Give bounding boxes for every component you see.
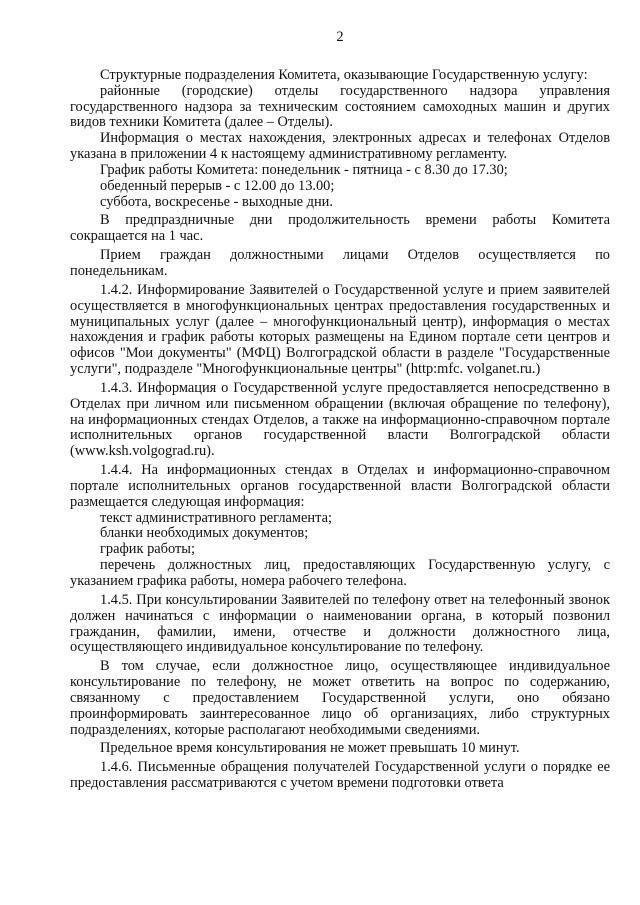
paragraph: График работы Комитета: понедельник - пятница - с 8.30 до 17.30; — [100, 161, 508, 178]
paragraph: Прием граждан должностными лицами Отделов осуществляется по понедельникам. — [70, 247, 610, 279]
paragraph: В предпраздничные дни продолжительность времени работы Комитета сокращается на 1 час. — [70, 212, 610, 245]
paragraph: В том случае, если должностное лицо, осуществляющее индивидуальное консультирование по телефону, не может ответить на вопрос по содержанию, связанному с предоставлением Государственной услуги, оно обязано проинформировать заинтересованное лицо об организациях, либо структурных подразделениях, которые располагают необходимыми сведениями. — [70, 658, 610, 738]
paragraph: график работы; — [100, 541, 195, 558]
paragraph: 1.4.6. Письменные обращения получателей Государственной услуги о порядке ее предоставления рассматриваются с учетом времени подготовки ответа — [70, 759, 610, 792]
paragraph: 1.4.4. На информационных стендах в Отделах и информационно-справочном портале исполнительных органов государственной власти Волгоградской области размещается следующая информация: — [70, 462, 610, 510]
paragraph: Предельное время консультирования не может превышать 10 минут. — [100, 740, 520, 757]
paragraph: 1.4.3. Информация о Государственной услуге предоставляется непосредственно в Отделах при личном или письменном обращении (включая обращение по телефону), на информационных стендах Отделов, а также на информационно-справочном портале исполнительных органов государственной власти Волгоградской области (www.ksh.volgograd.ru). — [70, 379, 610, 460]
paragraph: текст административного регламента; — [100, 509, 332, 526]
paragraph: районные (городские) отделы государственного надзора управления государственного надзора за техническим состоянием самоходных машин и других видов техники Комитета (далее – Отделы). — [70, 82, 610, 131]
paragraph: обеденный перерыв - с 12.00 до 13.00; — [100, 177, 335, 194]
document-page — [70, 30, 610, 792]
paragraph: перечень должностных лиц, предоставляющих Государственную услугу, с указанием графика работы, номера рабочего телефона. — [70, 557, 610, 589]
paragraph: суббота, воскресенье - выходные дни. — [100, 193, 333, 210]
paragraph: 1.4.5. При консультировании Заявителей по телефону ответ на телефонный звонок должен начинаться с информации о наименовании органа, в который позвонил гражданин, фамилии, имени, отчестве и должности должностного лица, осуществляющего индивидуальное консультирование по телефону. — [70, 591, 610, 656]
paragraph: 1.4.2. Информирование Заявителей о Государственной услуге и прием заявителей осуществляется в многофункциональных центрах предоставления государственных и муниципальных услуг (далее – многофункциональный центр), информация о местах нахождения и график работы которых размещены на Едином портале сети центров и офисов "Мои документы" (МФЦ) Волгоградской области в разделе "Государственные услуги", подразделе "Многофункциональные центры" (http:mfc. volganet.ru.) — [70, 281, 610, 378]
paragraph: Информация о местах нахождения, электронных адресах и телефонах Отделов указана в приложении 4 к настоящему административному регламенту. — [70, 130, 610, 163]
page-number: 2 — [336, 29, 344, 45]
document-body — [70, 68, 610, 792]
paragraph: бланки необходимых документов; — [100, 525, 309, 542]
paragraph: Структурные подразделения Комитета, оказывающие Государственную услугу: — [100, 66, 588, 83]
